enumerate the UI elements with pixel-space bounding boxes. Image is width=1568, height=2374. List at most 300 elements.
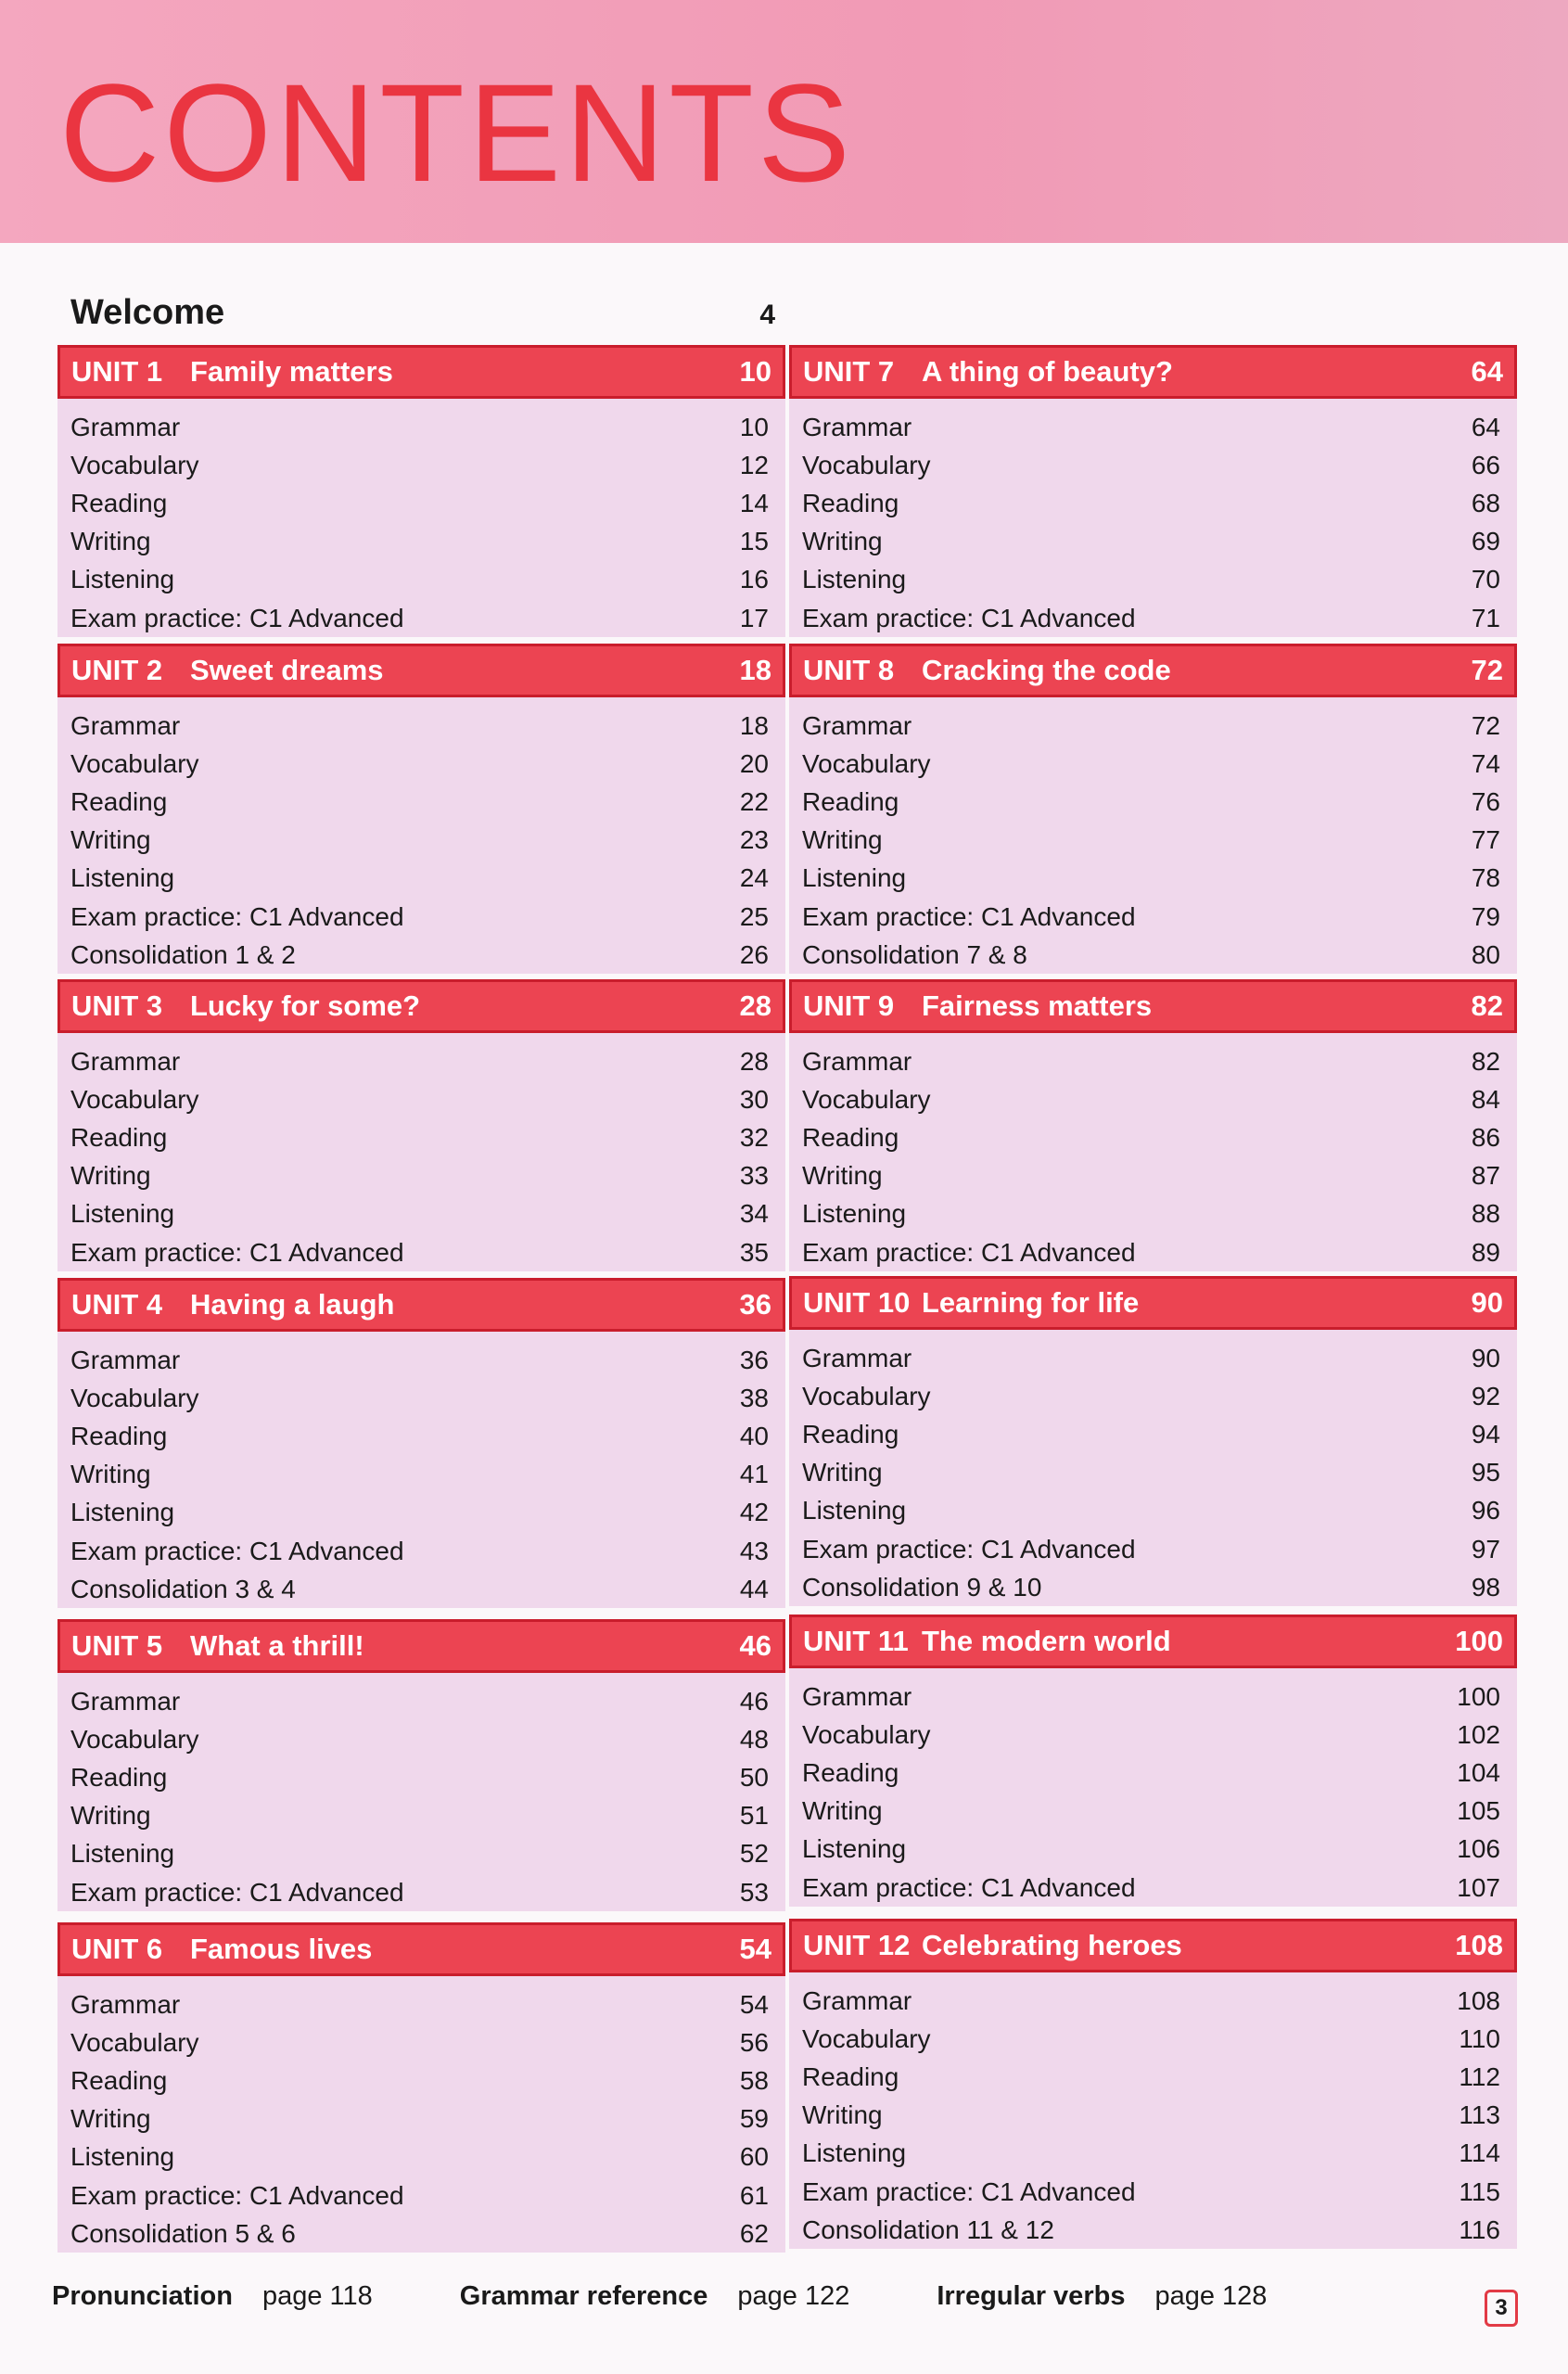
unit-page: 108 bbox=[1455, 1929, 1503, 1961]
entry-page: 71 bbox=[1471, 603, 1500, 632]
contents-entry[interactable] bbox=[70, 1570, 769, 1608]
entry-label: Exam practice: C1 Advanced bbox=[70, 901, 404, 931]
entry-page: 25 bbox=[739, 901, 769, 931]
entry-label: Reading bbox=[802, 1757, 899, 1787]
entry-page: 56 bbox=[739, 2027, 769, 2057]
entry-page: 68 bbox=[1471, 488, 1500, 517]
entry-page: 28 bbox=[739, 1046, 769, 1076]
entry-page: 113 bbox=[1459, 2100, 1500, 2130]
contents-entry[interactable] bbox=[70, 936, 769, 974]
entry-label: Consolidation 7 & 8 bbox=[802, 939, 1027, 969]
entry-label: Listening bbox=[70, 565, 175, 594]
entry-label: Consolidation 3 & 4 bbox=[70, 1574, 296, 1603]
entry-page: 38 bbox=[739, 1383, 769, 1412]
entry-label: Writing bbox=[802, 825, 883, 855]
unit-title: Famous lives bbox=[190, 1933, 373, 1965]
entry-page: 74 bbox=[1471, 748, 1500, 778]
entry-label: Grammar bbox=[802, 1985, 912, 2015]
contents-entry[interactable] bbox=[802, 745, 1500, 783]
entry-label: Grammar bbox=[802, 1681, 912, 1711]
contents-entry[interactable] bbox=[70, 1118, 769, 1156]
entry-page: 53 bbox=[739, 1877, 769, 1907]
contents-entry[interactable] bbox=[802, 936, 1500, 974]
entry-label: Writing bbox=[70, 527, 151, 556]
unit-label: UNIT 12 bbox=[803, 1929, 911, 1961]
entry-label: Consolidation 11 & 12 bbox=[802, 2214, 1054, 2244]
entry-label: Grammar bbox=[70, 1989, 181, 2019]
contents-entry[interactable] bbox=[802, 561, 1500, 599]
entry-label: Writing bbox=[70, 1801, 151, 1831]
unit-block-12 bbox=[789, 1919, 1517, 2249]
entry-label: Vocabulary bbox=[802, 2023, 931, 2053]
entry-page: 50 bbox=[739, 1762, 769, 1792]
left-column bbox=[57, 0, 785, 2374]
unit-block-3 bbox=[57, 979, 785, 1271]
unit-entries bbox=[57, 697, 785, 974]
entry-page: 24 bbox=[739, 863, 769, 893]
unit-label: UNIT 1 bbox=[71, 355, 163, 388]
entry-page: 66 bbox=[1471, 450, 1500, 479]
entry-page: 30 bbox=[739, 1084, 769, 1114]
contents-entry[interactable] bbox=[802, 1530, 1500, 1568]
entry-page: 108 bbox=[1457, 1985, 1500, 2015]
unit-block-2 bbox=[57, 644, 785, 974]
contents-entry[interactable] bbox=[70, 745, 769, 783]
contents-entry[interactable] bbox=[70, 2214, 769, 2253]
contents-entry[interactable] bbox=[802, 1339, 1500, 1377]
entry-page: 76 bbox=[1471, 786, 1500, 816]
entry-label: Grammar bbox=[70, 710, 181, 740]
entry-label: Reading bbox=[70, 1122, 168, 1152]
entry-label: Vocabulary bbox=[70, 748, 199, 778]
entry-label: Vocabulary bbox=[802, 1719, 931, 1749]
entry-page: 17 bbox=[739, 603, 769, 632]
contents-entry[interactable] bbox=[802, 599, 1500, 637]
entry-label: Writing bbox=[70, 1460, 151, 1489]
contents-entry[interactable] bbox=[802, 2173, 1500, 2211]
unit-block-6 bbox=[57, 1922, 785, 2253]
entry-label: Listening bbox=[802, 565, 907, 594]
contents-entry[interactable] bbox=[70, 1042, 769, 1080]
entry-label: Writing bbox=[802, 1458, 883, 1487]
entry-label: Exam practice: C1 Advanced bbox=[70, 2180, 404, 2210]
contents-entry[interactable] bbox=[70, 1195, 769, 1233]
unit-page: 10 bbox=[739, 355, 771, 388]
page-number-badge: 3 bbox=[1485, 2290, 1518, 2327]
contents-entry[interactable] bbox=[802, 1754, 1500, 1792]
contents-entry[interactable] bbox=[802, 2211, 1500, 2249]
unit-title: A thing of beauty? bbox=[922, 355, 1173, 388]
footer-grammar-reference-page: page 122 bbox=[737, 2281, 850, 2311]
contents-entry[interactable] bbox=[802, 1195, 1500, 1233]
entry-page: 96 bbox=[1471, 1496, 1500, 1525]
entry-label: Listening bbox=[70, 1498, 175, 1527]
unit-header-2[interactable] bbox=[57, 644, 785, 697]
footer-grammar-reference-label[interactable]: Grammar reference bbox=[459, 2281, 708, 2311]
contents-entry[interactable] bbox=[802, 2097, 1500, 2135]
entry-page: 59 bbox=[739, 2104, 769, 2134]
unit-label: UNIT 6 bbox=[71, 1933, 163, 1965]
entry-label: Exam practice: C1 Advanced bbox=[70, 603, 404, 632]
unit-title: Fairness matters bbox=[922, 989, 1153, 1022]
contents-entry[interactable] bbox=[802, 1157, 1500, 1195]
footer-pronunciation-label[interactable]: Pronunciation bbox=[52, 2281, 233, 2311]
unit-entries bbox=[789, 1033, 1517, 1271]
contents-entry[interactable] bbox=[802, 1716, 1500, 1754]
footer-links bbox=[52, 2281, 1517, 2312]
contents-entry[interactable] bbox=[70, 523, 769, 561]
entry-page: 112 bbox=[1459, 2061, 1500, 2091]
unit-entries bbox=[789, 697, 1517, 974]
contents-entry[interactable] bbox=[802, 2020, 1500, 2058]
unit-title: Cracking the code bbox=[922, 654, 1171, 686]
entry-label: Exam practice: C1 Advanced bbox=[70, 1536, 404, 1565]
contents-entry[interactable] bbox=[70, 1532, 769, 1570]
entry-label: Exam practice: C1 Advanced bbox=[802, 1237, 1136, 1267]
entry-page: 78 bbox=[1471, 863, 1500, 893]
entry-label: Writing bbox=[802, 1161, 883, 1191]
entry-label: Exam practice: C1 Advanced bbox=[70, 1237, 404, 1267]
contents-entry[interactable] bbox=[802, 2135, 1500, 2173]
entry-label: Vocabulary bbox=[802, 1084, 931, 1114]
contents-entry[interactable] bbox=[802, 1080, 1500, 1118]
entry-page: 87 bbox=[1471, 1161, 1500, 1191]
entry-label: Writing bbox=[802, 1796, 883, 1826]
entry-page: 86 bbox=[1471, 1122, 1500, 1152]
contents-entry[interactable] bbox=[70, 1797, 769, 1835]
entry-label: Writing bbox=[70, 825, 151, 855]
contents-entry[interactable] bbox=[70, 1080, 769, 1118]
entry-page: 40 bbox=[739, 1421, 769, 1450]
entry-page: 54 bbox=[739, 1989, 769, 2019]
unit-entries bbox=[57, 1673, 785, 1911]
unit-title: Sweet dreams bbox=[190, 654, 384, 686]
unit-page: 46 bbox=[739, 1629, 771, 1662]
unit-page: 100 bbox=[1455, 1625, 1503, 1657]
unit-header-1[interactable] bbox=[57, 345, 785, 399]
unit-entries bbox=[789, 1330, 1517, 1606]
entry-page: 94 bbox=[1471, 1419, 1500, 1449]
contents-entry[interactable] bbox=[70, 1157, 769, 1195]
unit-block-11 bbox=[789, 1615, 1517, 1907]
entry-page: 18 bbox=[739, 710, 769, 740]
entry-label: Exam practice: C1 Advanced bbox=[802, 2176, 1136, 2206]
entry-page: 36 bbox=[739, 1345, 769, 1374]
entry-page: 48 bbox=[739, 1724, 769, 1754]
entry-label: Reading bbox=[70, 1762, 168, 1792]
contents-entry[interactable] bbox=[70, 2023, 769, 2061]
entry-page: 43 bbox=[739, 1536, 769, 1565]
unit-block-7 bbox=[789, 345, 1517, 637]
contents-entry[interactable] bbox=[70, 446, 769, 484]
contents-entry[interactable] bbox=[802, 1415, 1500, 1453]
contents-entry[interactable] bbox=[802, 707, 1500, 745]
entry-label: Writing bbox=[802, 527, 883, 556]
welcome-label: Welcome bbox=[70, 293, 225, 332]
entry-page: 100 bbox=[1457, 1681, 1500, 1711]
unit-header-10[interactable] bbox=[789, 1276, 1517, 1330]
entry-label: Consolidation 1 & 2 bbox=[70, 939, 296, 969]
contents-entry[interactable] bbox=[802, 1869, 1500, 1907]
entry-label: Listening bbox=[802, 863, 907, 893]
entry-page: 84 bbox=[1471, 1084, 1500, 1114]
entry-label: Reading bbox=[802, 2061, 899, 2091]
unit-label: UNIT 10 bbox=[803, 1286, 911, 1319]
contents-entry[interactable] bbox=[802, 822, 1500, 860]
contents-entry[interactable] bbox=[70, 1835, 769, 1873]
entry-page: 72 bbox=[1471, 710, 1500, 740]
unit-header-3[interactable] bbox=[57, 979, 785, 1033]
entry-label: Vocabulary bbox=[802, 1381, 931, 1410]
unit-header-6[interactable] bbox=[57, 1922, 785, 1976]
unit-title: Having a laugh bbox=[190, 1288, 395, 1321]
contents-entry[interactable] bbox=[802, 1454, 1500, 1492]
entry-label: Reading bbox=[70, 786, 168, 816]
entry-page: 79 bbox=[1471, 901, 1500, 931]
entry-label: Grammar bbox=[70, 412, 181, 441]
entry-label: Exam practice: C1 Advanced bbox=[802, 901, 1136, 931]
contents-entry[interactable] bbox=[70, 408, 769, 446]
unit-header-4[interactable] bbox=[57, 1278, 785, 1332]
unit-header-12[interactable] bbox=[789, 1919, 1517, 1972]
unit-label: UNIT 3 bbox=[71, 989, 163, 1022]
entry-label: Consolidation 9 & 10 bbox=[802, 1572, 1042, 1602]
contents-entry[interactable] bbox=[802, 1118, 1500, 1156]
entry-label: Consolidation 5 & 6 bbox=[70, 2218, 296, 2248]
entry-page: 97 bbox=[1471, 1534, 1500, 1564]
entry-page: 41 bbox=[739, 1460, 769, 1489]
contents-entry[interactable] bbox=[70, 707, 769, 745]
unit-page: 64 bbox=[1471, 355, 1503, 388]
unit-entries bbox=[789, 1972, 1517, 2249]
entry-label: Exam practice: C1 Advanced bbox=[70, 1877, 404, 1907]
contents-entry[interactable] bbox=[70, 561, 769, 599]
contents-entry[interactable] bbox=[802, 1492, 1500, 1530]
unit-block-4 bbox=[57, 1278, 785, 1608]
unit-page: 72 bbox=[1471, 654, 1503, 686]
entry-page: 104 bbox=[1457, 1757, 1500, 1787]
unit-label: UNIT 2 bbox=[71, 654, 163, 686]
entry-label: Listening bbox=[70, 2142, 175, 2172]
contents-entry[interactable] bbox=[70, 860, 769, 898]
unit-title: Celebrating heroes bbox=[922, 1929, 1182, 1961]
entry-page: 105 bbox=[1457, 1796, 1500, 1826]
entry-label: Reading bbox=[802, 1122, 899, 1152]
contents-entry[interactable] bbox=[802, 1831, 1500, 1869]
unit-block-5 bbox=[57, 1619, 785, 1911]
contents-entry[interactable] bbox=[70, 1758, 769, 1796]
entry-label: Writing bbox=[802, 2100, 883, 2130]
footer-irregular-verbs-page: page 128 bbox=[1154, 2281, 1268, 2311]
page-title: CONTENTS bbox=[59, 55, 854, 211]
contents-entry[interactable] bbox=[70, 1873, 769, 1911]
contents-entry[interactable] bbox=[70, 1341, 769, 1379]
contents-entry[interactable] bbox=[802, 408, 1500, 446]
entry-page: 64 bbox=[1471, 412, 1500, 441]
entry-page: 10 bbox=[739, 412, 769, 441]
entry-page: 52 bbox=[739, 1839, 769, 1869]
entry-label: Reading bbox=[802, 786, 899, 816]
unit-page: 36 bbox=[739, 1288, 771, 1321]
unit-header-11[interactable] bbox=[789, 1615, 1517, 1668]
unit-page: 90 bbox=[1471, 1286, 1503, 1319]
unit-entries bbox=[57, 1033, 785, 1271]
contents-entry[interactable] bbox=[70, 2138, 769, 2176]
entry-label: Writing bbox=[70, 1161, 151, 1191]
entry-page: 33 bbox=[739, 1161, 769, 1191]
contents-entry[interactable] bbox=[70, 1682, 769, 1720]
unit-header-9[interactable] bbox=[789, 979, 1517, 1033]
contents-entry[interactable] bbox=[802, 898, 1500, 936]
contents-entry[interactable] bbox=[70, 484, 769, 522]
contents-entry[interactable] bbox=[70, 1379, 769, 1417]
entry-label: Grammar bbox=[802, 412, 912, 441]
contents-entry[interactable] bbox=[70, 1985, 769, 2023]
unit-label: UNIT 9 bbox=[803, 989, 895, 1022]
entry-page: 70 bbox=[1471, 565, 1500, 594]
unit-title: Family matters bbox=[190, 355, 393, 388]
contents-entry[interactable] bbox=[802, 1793, 1500, 1831]
contents-entry[interactable] bbox=[802, 446, 1500, 484]
entry-page: 106 bbox=[1457, 1834, 1500, 1864]
contents-entry[interactable] bbox=[802, 783, 1500, 821]
entry-page: 32 bbox=[739, 1122, 769, 1152]
entry-page: 95 bbox=[1471, 1458, 1500, 1487]
contents-entry[interactable] bbox=[70, 1720, 769, 1758]
entry-label: Vocabulary bbox=[70, 450, 199, 479]
unit-label: UNIT 5 bbox=[71, 1629, 163, 1662]
contents-entry[interactable] bbox=[802, 1377, 1500, 1415]
contents-entry[interactable] bbox=[802, 523, 1500, 561]
welcome-entry[interactable] bbox=[70, 293, 777, 333]
unit-block-10 bbox=[789, 1276, 1517, 1606]
contents-entry[interactable] bbox=[70, 1494, 769, 1532]
entry-label: Exam practice: C1 Advanced bbox=[802, 1872, 1136, 1902]
contents-entry[interactable] bbox=[802, 1982, 1500, 2020]
contents-entry[interactable] bbox=[802, 484, 1500, 522]
entry-label: Reading bbox=[802, 488, 899, 517]
contents-entry[interactable] bbox=[802, 2058, 1500, 2096]
entry-page: 116 bbox=[1459, 2214, 1500, 2244]
contents-entry[interactable] bbox=[802, 1678, 1500, 1716]
unit-entries bbox=[57, 1332, 785, 1608]
entry-label: Listening bbox=[70, 1199, 175, 1229]
contents-entry[interactable] bbox=[70, 1456, 769, 1494]
entry-page: 110 bbox=[1459, 2023, 1500, 2053]
entry-page: 88 bbox=[1471, 1199, 1500, 1229]
unit-page: 82 bbox=[1471, 989, 1503, 1022]
contents-entry[interactable] bbox=[70, 2176, 769, 2214]
entry-page: 16 bbox=[739, 565, 769, 594]
contents-entry[interactable] bbox=[802, 1233, 1500, 1271]
entry-page: 51 bbox=[739, 1801, 769, 1831]
contents-entry[interactable] bbox=[70, 783, 769, 821]
unit-label: UNIT 8 bbox=[803, 654, 895, 686]
entry-page: 102 bbox=[1457, 1719, 1500, 1749]
contents-entry[interactable] bbox=[802, 1042, 1500, 1080]
unit-header-7[interactable] bbox=[789, 345, 1517, 399]
entry-page: 34 bbox=[739, 1199, 769, 1229]
entry-page: 15 bbox=[739, 527, 769, 556]
unit-title: Learning for life bbox=[922, 1286, 1140, 1319]
entry-label: Vocabulary bbox=[70, 2027, 199, 2057]
entry-label: Vocabulary bbox=[70, 1383, 199, 1412]
footer-pronunciation-page: page 118 bbox=[261, 2281, 373, 2311]
contents-entry[interactable] bbox=[70, 822, 769, 860]
entry-label: Vocabulary bbox=[70, 1084, 199, 1114]
unit-page: 18 bbox=[739, 654, 771, 686]
entry-page: 23 bbox=[739, 825, 769, 855]
entry-page: 89 bbox=[1471, 1237, 1500, 1267]
unit-entries bbox=[789, 399, 1517, 637]
entry-label: Listening bbox=[802, 2138, 907, 2168]
entry-label: Reading bbox=[70, 1421, 168, 1450]
entry-page: 35 bbox=[739, 1237, 769, 1267]
unit-entries bbox=[789, 1668, 1517, 1907]
entry-page: 60 bbox=[739, 2142, 769, 2172]
contents-entry[interactable] bbox=[70, 1417, 769, 1455]
entry-page: 61 bbox=[739, 2180, 769, 2210]
entry-label: Exam practice: C1 Advanced bbox=[802, 603, 1136, 632]
unit-label: UNIT 7 bbox=[803, 355, 895, 388]
entry-page: 44 bbox=[739, 1574, 769, 1603]
unit-header-8[interactable] bbox=[789, 644, 1517, 697]
entry-page: 26 bbox=[739, 939, 769, 969]
entry-page: 90 bbox=[1471, 1343, 1500, 1372]
entry-label: Grammar bbox=[70, 1046, 181, 1076]
entry-page: 114 bbox=[1459, 2138, 1500, 2168]
contents-entry[interactable] bbox=[70, 1233, 769, 1271]
contents-entry[interactable] bbox=[70, 599, 769, 637]
entry-label: Grammar bbox=[70, 1345, 181, 1374]
entry-label: Grammar bbox=[802, 710, 912, 740]
entry-label: Grammar bbox=[802, 1046, 912, 1076]
entry-label: Listening bbox=[802, 1834, 907, 1864]
entry-page: 82 bbox=[1471, 1046, 1500, 1076]
contents-entry[interactable] bbox=[70, 2100, 769, 2138]
entry-page: 92 bbox=[1471, 1381, 1500, 1410]
unit-block-1 bbox=[57, 345, 785, 637]
unit-page: 28 bbox=[739, 989, 771, 1022]
unit-block-8 bbox=[789, 644, 1517, 974]
entry-label: Grammar bbox=[70, 1686, 181, 1716]
unit-label: UNIT 11 bbox=[803, 1625, 909, 1657]
entry-page: 20 bbox=[739, 748, 769, 778]
entry-page: 22 bbox=[739, 786, 769, 816]
entry-page: 80 bbox=[1471, 939, 1500, 969]
contents-entry[interactable] bbox=[70, 2061, 769, 2100]
entry-label: Listening bbox=[802, 1199, 907, 1229]
contents-entry[interactable] bbox=[802, 1568, 1500, 1606]
unit-label: UNIT 4 bbox=[71, 1288, 163, 1321]
contents-entry[interactable] bbox=[802, 860, 1500, 898]
entry-label: Exam practice: C1 Advanced bbox=[802, 1534, 1136, 1564]
unit-title: What a thrill! bbox=[190, 1629, 364, 1662]
entry-label: Reading bbox=[802, 1419, 899, 1449]
entry-label: Writing bbox=[70, 2104, 151, 2134]
entry-page: 62 bbox=[739, 2218, 769, 2248]
entry-page: 98 bbox=[1471, 1572, 1500, 1602]
right-column bbox=[789, 0, 1517, 2374]
contents-entry[interactable] bbox=[70, 898, 769, 936]
entry-page: 69 bbox=[1471, 527, 1500, 556]
entry-label: Grammar bbox=[802, 1343, 912, 1372]
entry-page: 107 bbox=[1457, 1872, 1500, 1902]
footer-irregular-verbs-label[interactable]: Irregular verbs bbox=[937, 2281, 1126, 2311]
unit-title: The modern world bbox=[922, 1625, 1171, 1657]
unit-header-5[interactable] bbox=[57, 1619, 785, 1673]
entry-page: 42 bbox=[739, 1498, 769, 1527]
